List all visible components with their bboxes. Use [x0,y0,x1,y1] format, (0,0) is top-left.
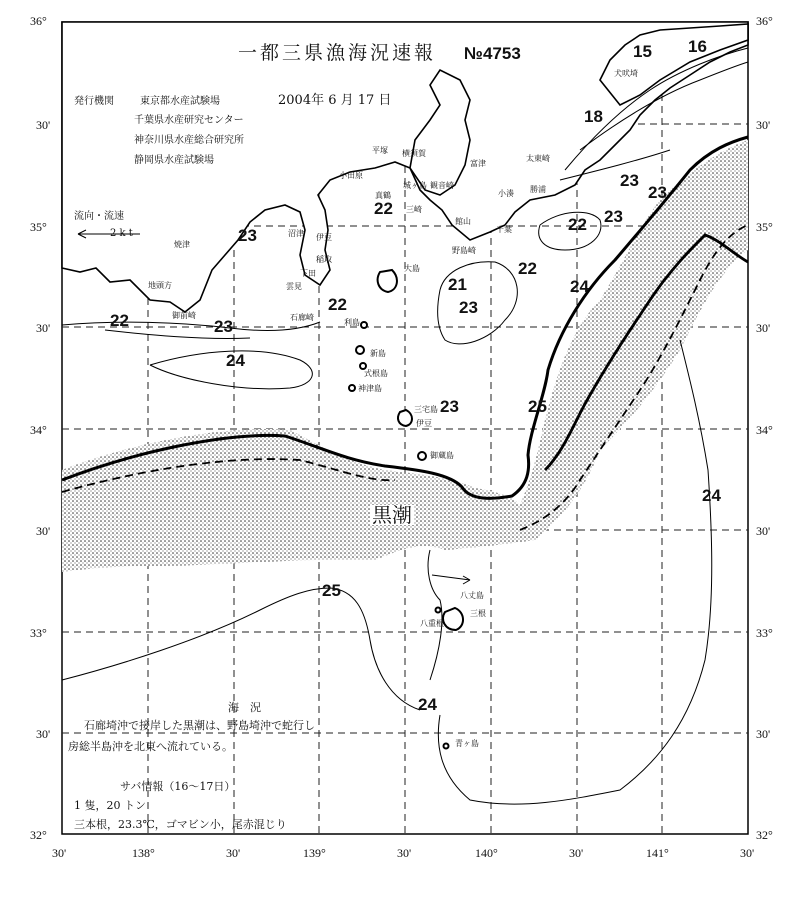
lat-tick: 32° [756,828,773,842]
lon-tick: 140° [475,846,498,860]
isotherm-label: 22 [518,259,537,278]
isotherm-label: 18 [584,107,603,126]
isotherm-label: 23 [214,317,233,336]
lat-tick: 34° [756,423,773,437]
report-date: 2004年 6 月 17 日 [278,93,392,108]
lon-tick: 141° [646,846,669,860]
place-name: 富津 [470,159,486,168]
place-name: 観音崎 [430,181,454,190]
issuer-name: 神奈川県水産総合研究所 [134,135,244,146]
issuer-name: 千葉県水産研究センター [134,115,244,126]
saba-line: 三本根，23.3℃，ゴマビン小，尾赤混じり [74,818,287,831]
place-name: 八丈島 [460,591,484,600]
saba-line: 1 隻，20 トン [74,799,146,812]
isotherm-label: 23 [459,298,478,317]
place-name: 利島 [344,318,360,327]
place-name: 稲取 [316,255,332,264]
place-name: 御前崎 [172,311,196,320]
isotherm-label: 16 [688,37,707,56]
lat-tick: 30' [756,321,771,335]
place-name: 平塚 [372,146,388,155]
place-name: 城ヶ島 [403,181,427,190]
issuer-label: 発行機関 [74,96,114,107]
lat-tick: 30' [36,727,51,741]
flow-legend-scale: 2 k t [110,228,133,239]
lon-tick: 138° [132,846,155,860]
issue-number: №4753 [464,44,521,63]
place-name: 館山 [455,217,471,226]
place-name: 神津島 [358,384,382,393]
isotherm-label: 23 [238,226,257,245]
lat-tick: 30' [36,118,51,132]
kuroshio-label: 黒潮 [372,503,412,527]
isotherm-label: 22 [374,199,393,218]
lat-tick: 30' [756,524,771,538]
lat-tick: 36° [30,14,47,28]
isotherm-label: 25 [528,397,547,416]
place-name: 小湊 [498,189,514,198]
place-name: 横須賀 [402,149,426,158]
lat-tick: 33° [756,626,773,640]
lat-tick: 30' [756,118,771,132]
lat-tick: 34° [30,423,47,437]
remarks-line: 石廊埼沖で接岸した黒潮は、野島埼沖で蛇行し [84,719,315,732]
place-name: 雲見 [286,282,302,291]
isotherm-label: 24 [226,351,245,370]
place-name: 小田原 [339,171,363,180]
place-name: 三宅島 [414,405,438,414]
place-name: 新島 [370,349,386,358]
place-name: 焼津 [174,240,190,249]
isotherm-label: 23 [440,397,459,416]
lon-tick: 30' [569,846,584,860]
page-title: 一都三県漁海況速報 [238,42,437,64]
place-name: 八重根 [420,619,444,628]
flow-legend-label: 流向・流速 [74,211,124,222]
saba-heading: サバ情報（16～17日） [120,780,236,793]
isotherm-label: 22 [568,215,587,234]
place-name: 三根 [470,609,486,618]
isotherm-label: 24 [418,695,437,714]
lon-tick: 30' [740,846,755,860]
isotherm-label: 22 [110,311,129,330]
lon-tick: 30' [226,846,241,860]
lat-tick: 33° [30,626,47,640]
lon-tick: 139° [303,846,326,860]
lat-tick: 36° [756,14,773,28]
issuer-name: 東京都水産試験場 [140,96,220,107]
place-name: 伊豆 [416,419,432,428]
remarks-heading: 海 況 [228,701,261,714]
lon-tick: 30' [397,846,412,860]
place-name: 野島崎 [452,246,476,255]
isotherm-label: 15 [633,42,652,61]
place-name: 地頭方 [148,281,172,290]
isotherm-label: 22 [328,295,347,314]
place-name: 式根島 [364,369,388,378]
lat-tick: 32° [30,828,47,842]
place-name: 青ヶ島 [455,739,479,748]
isotherm-label: 24 [570,277,589,296]
place-name: 勝浦 [530,185,546,194]
isotherm-label: 23 [620,171,639,190]
lat-tick: 35° [756,220,773,234]
place-name: 御蔵島 [430,451,454,460]
isotherm-label: 21 [448,275,467,294]
place-name: 伊豆 [316,233,332,242]
place-name: 太東崎 [526,154,550,163]
isotherm-label: 25 [322,581,341,600]
isotherm-label: 23 [648,183,667,202]
place-name: 千葉 [496,225,512,234]
isotherm-label: 24 [702,486,721,505]
place-name: 沼津 [288,229,304,238]
lat-tick: 30' [36,524,51,538]
lat-tick: 30' [756,727,771,741]
remarks-line: 房総半島沖を北東へ流れている。 [68,740,233,753]
place-name: 下田 [300,269,316,278]
lat-tick: 35° [30,220,47,234]
place-name: 石廊崎 [290,313,314,322]
place-name: 三崎 [406,205,422,214]
lon-tick: 30' [52,846,67,860]
place-name: 真鶴 [375,191,391,200]
isotherm-label: 23 [604,207,623,226]
lat-tick: 30' [36,321,51,335]
place-name: 大島 [404,264,420,273]
issuer-name: 静岡県水産試験場 [134,155,214,166]
place-name: 犬吠埼 [614,69,638,78]
